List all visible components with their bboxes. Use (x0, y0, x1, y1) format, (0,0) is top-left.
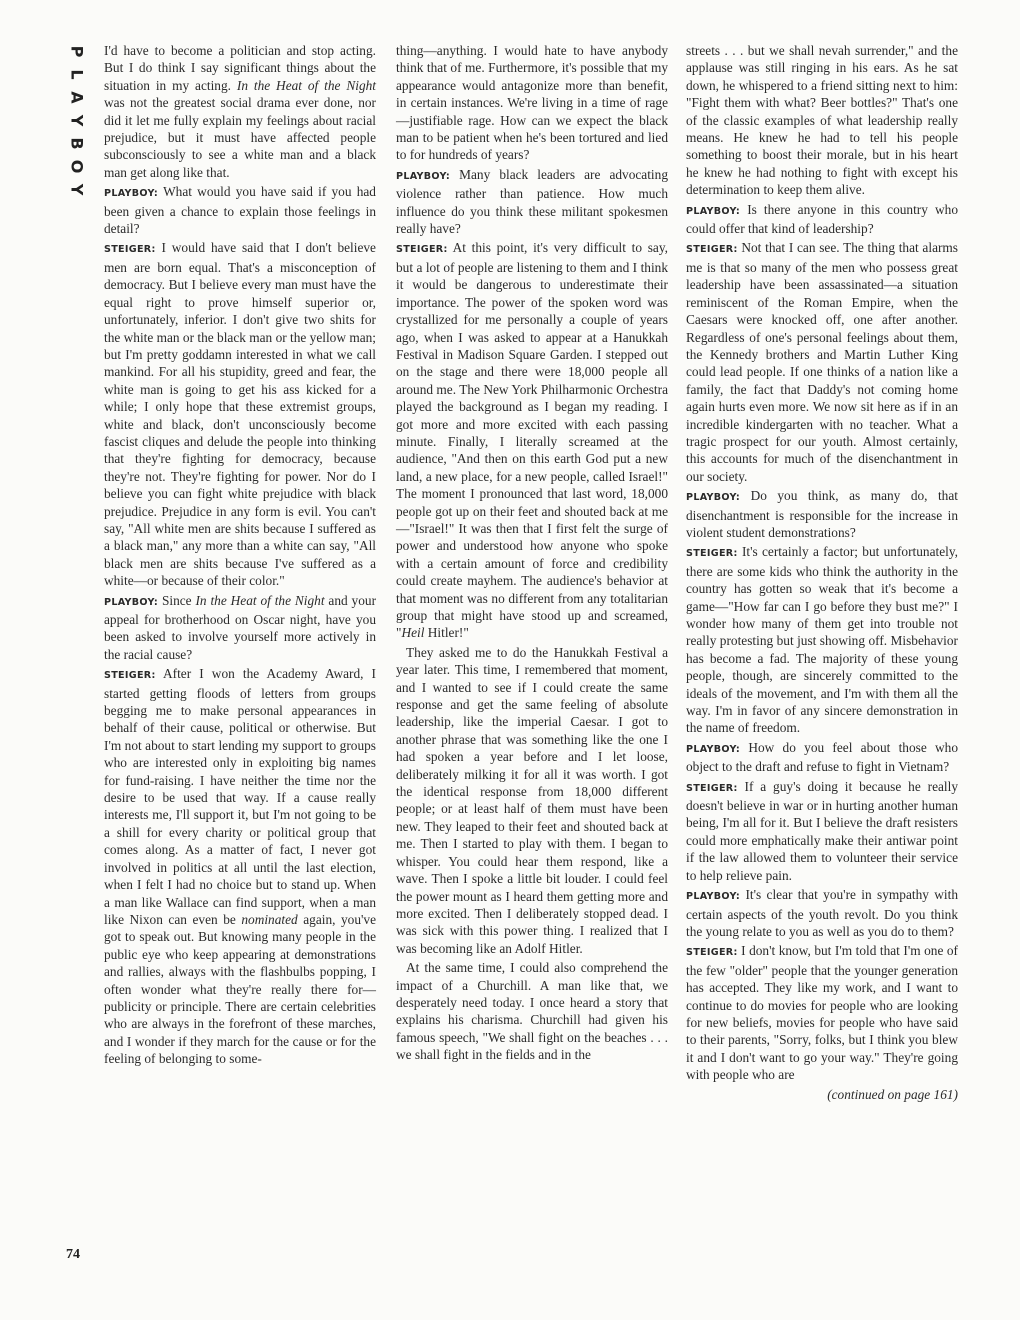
paragraph (686, 778, 958, 884)
speaker-label: PLAYBOY: (396, 170, 451, 182)
paragraph-text: At the same time, I could also comprehend the impact of a Churchill. A man like that, we desperately need today. I once heard a story that explains his charisma. Churchill had given his famous speech, "We shall fight on the beaches . . . we shall fight in the fields and in the (396, 960, 668, 1063)
paragraph-text: Not that I can see. The thing that alarms me is that so many of the men who possess great leadership have been assassinated—a situation reminiscent of the Roman Empire, when the Caesars were knocked off, one after another. Regardless of one's personal feelings about them, the Kennedy brothers and Martin Luther King could lead people. If one thinks of a nation like a family, the fact that Daddy's not coming home again hurts even more. We now sit here as if in an incredible kindergarten with no teacher. What a tragic prospect for our youth. Almost certainly, this accounts for much of the disenchantment in our society. (686, 240, 959, 484)
text-column-3 (686, 42, 958, 1105)
paragraph-text: streets . . . but we shall nevah surrender," and the applause was still ringing in his ears. As he sat down, he whispered to a friend sitting next to him: "Fight them with what? Beer bottles?" That's one of the classic examples of what leadership really means. He knew he had to tell his people something to boost their morale, but in his heart he knew he had nothing to fight with except his determination to keep them alive. (686, 43, 958, 198)
paragraph (686, 487, 958, 541)
masthead-letter: Y (67, 114, 87, 127)
paragraph-text: It's certainly a factor; but unfortunately, there are some kids who think the authority in the country has gotten so weak that it's become a game—"How far can I go before they bust me?" I wonder how many of them get into trouble not really protesting but just showing off. Misbehavior has become a fad. The majority of these young people, though, are sincerely committed to the ideals of the movement, and I'm with them all the way. I'm in favor of any sincere demonstration in the name of freedom. (686, 544, 958, 736)
continuation-note: (continued on page 161) (827, 1086, 958, 1102)
paragraph-text: Do you think, as many do, that disenchantment is responsible for the increase in violent student demonstrations? (686, 488, 958, 540)
paragraph-text: How do you feel about those who object to the draft and refuse to fight in Vietnam? (686, 739, 958, 775)
paragraph-text: I would have said that I don't believe men are born equal. That's a misconception of democracy. But I believe every man must have the equal right to prove himself superior or, unfortunately, inferior. I don't give two shits for the white man or the black man or the yellow man; but I'm pretty goddamn interested in what we call mankind. For all his stupidity, greed and fear, the white man is going to get his ass kicked for a while; I only hope that these extremist groups, white and black, don't unconsciously become fascist cliques and delude the people into thinking that they're fighting for democracy, because they're not. They're fighting for power. Nor do I believe you can fight white prejudice with black prejudice. Prejudice in any form is evil. You can't say, "All white men are shits because I suffered as a black man," any more than a white can say, "All black men are shits because I've suffered as a white—or because of their color." (104, 240, 376, 589)
speaker-label: STEIGER: (686, 548, 738, 560)
masthead-letter: P (67, 45, 87, 58)
paragraph-text: It's clear that you're in sympathy with certain aspects of the youth revolt. Do you think the young relate to you as well as you do to them? (686, 887, 958, 939)
paragraph (396, 239, 668, 641)
speaker-label: STEIGER: (396, 244, 448, 256)
paragraph (396, 166, 668, 238)
masthead-letter: L (67, 69, 87, 80)
paragraph (686, 886, 958, 940)
paragraph (104, 592, 376, 664)
paragraph-text: After I won the Academy Award, I started getting floods of letters from groups begging me to make personal appearances in behalf of their cause, political or otherwise. But I'm not about to start lending my support to groups who are interested only in exploiting big names for fund-raising. I have neither the time nor the desire to be used that way. If a cause really interests me, I'll support it, but I'm not going to be a shill for every charity or political group that comes along. As a matter of fact, I never got involved in politics at all until the last election, when I felt I had no choice but to stand up. When a man like Wallace can find support, when a man like Nixon can even be nominated again, you've got to speak out. But knowing many people in the public eye who keep appearing at demonstrations and rallies, always with the flashbulbs popping, I often wonder what they're really there for—publicity or principle. There are certain celebrities who are always in the forefront of these marches, and I wonder if they march for the cause or for the feeling of belonging to some- (104, 666, 376, 1067)
speaker-label: STEIGER: (686, 947, 738, 959)
speaker-label: PLAYBOY: (104, 188, 159, 200)
speaker-label: PLAYBOY: (686, 743, 741, 755)
speaker-label: STEIGER: (104, 244, 156, 256)
paragraph (686, 239, 958, 485)
masthead (62, 40, 92, 201)
page-number: 74 (66, 1247, 80, 1262)
masthead-letter: Y (67, 183, 87, 196)
masthead-letter: O (67, 159, 87, 174)
paragraph-text: Many black leaders are advocating violence rather than patience. How much influence do you think these militant spokesmen really have? (396, 166, 668, 237)
paragraph (686, 42, 958, 199)
speaker-label: STEIGER: (686, 782, 738, 794)
speaker-label: PLAYBOY: (686, 205, 741, 217)
italic-phrase: Heil (401, 625, 425, 641)
paragraph-text: If a guy's doing it because he really doesn't believe in war or in hurting another human being, I'm all for it. But I believe the draft resisters could more emphatically make their antiwar point if the law allowed them to volunteer their service to help relieve pain. (686, 778, 959, 883)
paragraph-text: thing—anything. I would hate to have anybody think that of me. Furthermore, it's possible that my appearance would antagonize more than benefit, in certain instances. We're living in a time of rage—justifiable rage. How can we expect the black man to be patient when he's been tortured and lied to for hundreds of years? (396, 43, 668, 163)
paragraph-text: What would you have said if you had been given a chance to explain those feelings in detail? (104, 184, 376, 237)
paragraph (104, 665, 376, 1067)
paragraph (104, 42, 376, 181)
italic-phrase: In the Heat of the Night (195, 592, 325, 608)
masthead-letter: A (67, 91, 87, 104)
italic-phrase: nominated (241, 911, 298, 927)
paragraph (104, 239, 376, 589)
speaker-label: STEIGER: (686, 244, 738, 256)
paragraph-text: Since In the Heat of the Night and your appeal for brotherhood on Oscar night, have you been asked to involve yourself more actively in the racial cause? (104, 592, 377, 662)
masthead-letter: B (67, 137, 87, 150)
paragraph (396, 42, 668, 164)
paragraph-text: I'd have to become a politician and stop acting. But I do think I say significant things about the situation in my acting. In the Heat of the Night was not the greatest social drama ever done, nor did it let me fully explain my feelings about racial prejudice, but it must have affected people subconsciously to see a white man and a black man get along like that. (104, 43, 376, 180)
speaker-label: STEIGER: (104, 670, 156, 682)
text-column-1 (104, 42, 376, 1070)
text-column-2 (396, 42, 668, 1066)
paragraph (686, 543, 958, 736)
speaker-label: PLAYBOY: (104, 596, 159, 608)
speaker-label: PLAYBOY: (686, 492, 741, 504)
paragraph-text: I don't know, but I'm told that I'm one of the few "older" people that the younger generation has accepted. They like my work, and I want to continue to do movies for people who are looking for new beliefs, movies for people who have said to their parents, "Sorry, folks, but I think you blew it and I don't want to go your way." They're going with people who are (686, 943, 958, 1083)
paragraph (686, 739, 958, 776)
paragraph (686, 942, 958, 1083)
paragraph (686, 201, 958, 238)
speaker-label: PLAYBOY: (686, 891, 741, 903)
paragraph (104, 183, 376, 237)
paragraph (396, 644, 668, 957)
paragraph-text: Is there anyone in this country who could offer that kind of leadership? (686, 201, 958, 237)
italic-phrase: In the Heat of the Night (236, 77, 376, 93)
paragraph-text: They asked me to do the Hanukkah Festival a year later. This time, I remembered that moment, and I wanted to see if I could create the same response and get the same feeling of absolute leadership, like the imperial Caesar. I got to another phrase that was something like the one I had spoken a year before and I let loose, deliberately milking it for all it was worth. I got the identical response from 18,000 different people; or at least half of them must have been new. They leaped to their feet and shouted back at me. Then I started to play with them. I began to whisper. You could hear them respond, like a wave. Then I spoke a little bit louder. I could feel the power mount as I heard them getting more and more excited. Then I deliberately stopped dead. I was sick with this power thing. I realized that I was becoming like an Adolf Hitler. (396, 644, 668, 956)
paragraph (396, 959, 668, 1063)
paragraph-text: At this point, it's very difficult to say, but a lot of people are listening to them and I think it would be dangerous to underestimate their importance. The power of the spoken word was crystallized for me personally a couple of years ago, when I was asked to appear at a Hanukkah Festival in Madison Square Garden. I stepped out on the stage and there were 18,000 people all around me. The New York Philharmonic Orchestra played the background as I began my reading. I got more and more excited with each passing minute. Finally, I literally screamed at the audience, "And then on this earth God put a new land, a new place, for a new people, called Israel!" The moment I pronounced that last word, 18,000 people got up on their feet and shouted back at me—"Israel!" It was then that I first felt the surge of power and understood how anyone who spoke with a certain amount of force and credibility could create mayhem. The audience's behavior at that moment was no different from any totalitarian group that might have stood up and screamed, "Heil Hitler!" (396, 240, 668, 641)
